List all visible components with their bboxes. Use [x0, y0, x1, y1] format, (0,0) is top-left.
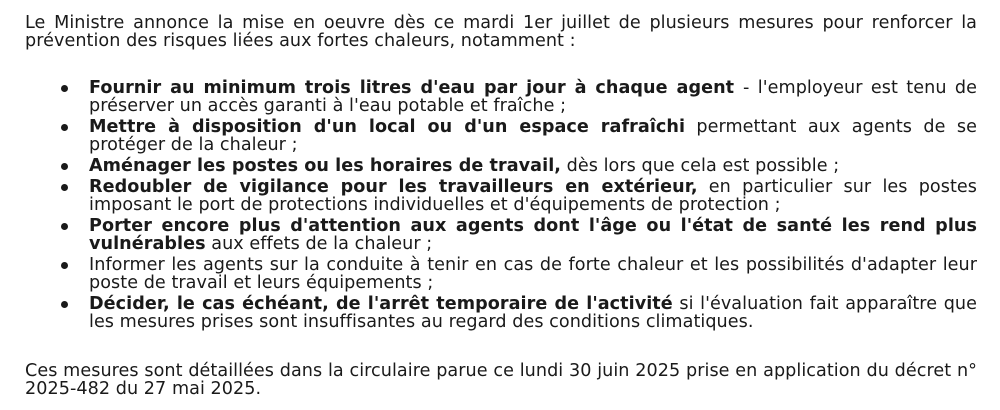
measure-item [89, 256, 977, 292]
measure-title: Fournir au minimum trois litres d'eau par jour à chaque agent [89, 78, 744, 98]
measure-item [89, 118, 977, 154]
measure-detail: en particulier sur les postes imposant le port de protections individuelles et d'équipements de protection ; [89, 177, 977, 215]
bullet-icon [61, 124, 68, 131]
conclusion-paragraph: Ces mesures sont détaillées dans la circulaire parue ce lundi 30 juin 2025 prise en application du décret n° 2025-482 du 27 mai 2025. [25, 361, 977, 399]
bullet-icon [61, 184, 68, 191]
measure-item [89, 178, 977, 214]
measure-detail: dès lors que cela est possible ; [561, 156, 840, 176]
measure-item [89, 295, 977, 331]
bullet-icon [61, 163, 68, 170]
intro-paragraph: Le Ministre annonce la mise en oeuvre dès ce mardi 1er juillet de plusieurs mesures pour renforcer la prévention des risques liées aux fortes chaleurs, notamment : [25, 13, 977, 51]
measure-item [89, 79, 977, 115]
measures-list [25, 79, 977, 331]
bullet-icon [61, 85, 68, 92]
measure-item [89, 157, 977, 175]
measure-detail: - l'employeur est tenu de préserver un accès garanti à l'eau potable et fraîche ; [89, 78, 977, 116]
measure-title: Porter encore plus d'attention aux agents dont l'âge ou l'état de santé les rend plus vulnérables [89, 216, 977, 254]
measure-title: Mettre à disposition d'un local ou d'un espace rafraîchi [89, 117, 686, 137]
bullet-icon [61, 262, 68, 269]
bullet-icon [61, 223, 68, 230]
measure-item [89, 217, 977, 253]
measure-detail: Informer les agents sur la conduite à tenir en cas de forte chaleur et les possibilités d'adapter leur poste de travail et leurs équipements ; [89, 255, 977, 293]
measure-title: Décider, le cas échéant, de l'arrêt temporaire de l'activité [89, 294, 673, 314]
measure-title: Aménager les postes ou les horaires de travail, [89, 156, 562, 176]
measure-detail: permettant aux agents de se protéger de la chaleur ; [89, 117, 977, 155]
document-body [25, 14, 977, 398]
measure-detail: si l'évaluation fait apparaître que les mesures prises sont insuffisantes au regard des conditions climatiques. [89, 294, 977, 332]
bullet-icon [61, 301, 68, 308]
measure-title: Redoubler de vigilance pour les travailleurs en extérieur, [89, 177, 698, 197]
measure-detail: aux effets de la chaleur ; [205, 234, 433, 254]
